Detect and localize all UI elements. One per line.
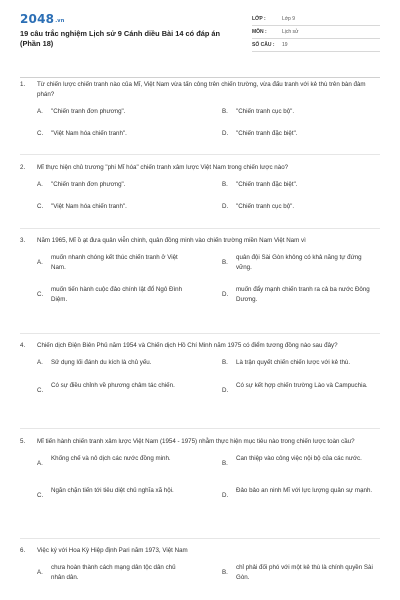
option-d[interactable] (222, 486, 376, 499)
question-number: 4. (20, 342, 26, 349)
question-text: Chiến dịch Điện Biên Phủ năm 1954 và Chiến dịch Hồ Chí Minh năm 1975 có điểm tương đồng nào sau đây? (37, 342, 338, 349)
option-d[interactable] (222, 285, 376, 304)
option-letter: C. (37, 130, 44, 137)
option-d[interactable] (222, 202, 376, 212)
question-separator (20, 333, 380, 334)
option-text: "Chiến tranh đơn phương". (51, 181, 126, 188)
option-text: chỉ phải đối phó với một kẻ thù là chính quyền Sài Gòn. (236, 564, 373, 581)
option-letter: A. (37, 569, 43, 576)
question-number: 5. (20, 438, 26, 445)
question-text: Năm 1965, Mĩ ồ ạt đưa quân viễn chinh, quân đồng minh vào chiến trường miền Nam Việt Nam vì (37, 237, 306, 244)
question-5 (20, 437, 382, 518)
option-a[interactable] (37, 180, 191, 190)
meta-value: Lịch sử (282, 29, 299, 35)
option-letter: A. (37, 181, 43, 188)
option-a[interactable] (37, 107, 191, 117)
option-text: Ngăn chặn tiến tới tiêu diệt chủ nghĩa xã hội. (51, 487, 174, 494)
question-stem (20, 437, 382, 447)
meta-row-grade (252, 13, 380, 26)
option-letter: A. (37, 460, 43, 467)
option-c[interactable] (37, 202, 191, 212)
option-text: Có sự kết hợp chiến trường Lào và Campuchia. (236, 382, 368, 389)
options (37, 253, 382, 313)
option-text: Có sự điều chỉnh về phương châm tác chiến. (51, 382, 175, 389)
page-title: 19 câu trắc nghiệm Lịch sử 9 Cánh diều Bài 14 có đáp án (Phần 18) (20, 29, 221, 48)
question-text: Mĩ tiến hành chiến tranh xâm lược Việt Nam (1954 - 1975) nhằm thực hiện mục tiêu nào trong chiến lược toàn cầu? (37, 438, 355, 445)
meta-label: SỐ CÂU : (252, 42, 275, 48)
option-letter: D. (222, 387, 229, 394)
question-stem (20, 546, 382, 556)
question-text: Việc ký với Hoa Kỳ Hiệp định Pari năm 1973, Việt Nam (37, 547, 188, 554)
header-divider (20, 77, 380, 78)
option-a[interactable] (37, 358, 191, 368)
question-separator (20, 428, 380, 429)
option-text: "Chiến tranh đặc biệt". (236, 181, 298, 188)
question-number: 6. (20, 547, 26, 554)
logo-suffix: .vn (55, 18, 65, 24)
option-letter: B. (222, 460, 228, 467)
meta-label: MÔN : (252, 29, 267, 35)
option-text: Sử dụng lối đánh du kích là chủ yếu. (51, 359, 152, 366)
option-letter: C. (37, 203, 44, 210)
option-text: muốn nhanh chóng kết thúc chiến tranh ở Việt Nam. (51, 254, 178, 271)
option-letter: B. (222, 181, 228, 188)
question-stem (20, 80, 382, 100)
option-text: Đảo bảo an ninh Mĩ với lực lượng quân sự mạnh. (236, 487, 373, 494)
option-text: "Chiến tranh cục bộ". (236, 108, 295, 115)
option-letter: A. (37, 259, 43, 266)
option-b[interactable] (222, 253, 376, 272)
options (37, 563, 382, 593)
question-stem (20, 341, 382, 351)
option-letter: D. (222, 130, 229, 137)
meta-row-subject (252, 26, 380, 39)
options (37, 180, 382, 214)
meta-label: LỚP : (252, 16, 266, 22)
question-stem (20, 236, 382, 246)
option-c[interactable] (37, 285, 191, 304)
option-text: quân đội Sài Gòn không có khả năng tự đứng vững. (236, 254, 362, 271)
question-6 (20, 546, 382, 593)
option-letter: D. (222, 492, 229, 499)
question-separator (20, 154, 380, 155)
option-d[interactable] (222, 129, 376, 139)
option-d[interactable] (222, 381, 376, 394)
option-letter: B. (222, 569, 228, 576)
option-b[interactable] (222, 180, 376, 190)
option-a[interactable] (37, 253, 191, 272)
option-c[interactable] (37, 129, 191, 139)
option-letter: A. (37, 108, 43, 115)
option-b[interactable] (222, 563, 376, 582)
meta-row-count (252, 39, 380, 52)
question-4 (20, 341, 382, 410)
question-stem (20, 163, 382, 173)
option-letter: D. (222, 291, 229, 298)
question-number: 3. (20, 237, 26, 244)
option-letter: B. (222, 359, 228, 366)
meta-box (252, 13, 380, 52)
options (37, 358, 382, 410)
option-text: "Việt Nam hóa chiến tranh". (51, 130, 127, 137)
option-a[interactable] (37, 563, 191, 582)
option-text: "Chiến tranh đơn phương". (51, 108, 126, 115)
option-b[interactable] (222, 107, 376, 117)
question-number: 1. (20, 81, 26, 88)
logo-text: 2048 (20, 12, 55, 26)
option-text: muốn tiến hành cuộc đảo chính lật đổ Ngô Đình Diệm. (51, 286, 183, 303)
option-text: Là trận quyết chiến chiến lược với kẻ thù. (236, 359, 351, 366)
option-letter: B. (222, 108, 228, 115)
option-b[interactable] (222, 358, 400, 368)
option-text: "Việt Nam hóa chiến tranh". (51, 203, 127, 210)
option-letter: D. (222, 203, 229, 210)
option-text: "Chiến tranh cục bộ". (236, 203, 295, 210)
option-b[interactable] (222, 454, 376, 467)
option-letter: A. (37, 359, 43, 366)
option-letter: C. (37, 387, 44, 394)
question-separator (20, 538, 380, 539)
question-2 (20, 163, 382, 214)
question-number: 2. (20, 164, 26, 171)
option-text: chưa hoàn thành cách mạng dân tộc dân chủ nhân dân. (51, 564, 176, 581)
option-text: Khống chế và nô dịch các nước đồng minh. (51, 455, 171, 462)
meta-value: Lớp 9 (282, 16, 296, 22)
options (37, 454, 382, 518)
option-text: muốn đẩy mạnh chiến tranh ra cả ba nước Đông Dương. (236, 286, 370, 303)
question-text: Mĩ thực hiện chủ trương "phi Mĩ hóa" chiến tranh xâm lược Việt Nam trong chiến lược nào? (37, 164, 289, 171)
question-text: Từ chiến lược chiến tranh nào của Mĩ, Việt Nam vừa tấn công trên chiến trường, vừa đấu tranh với kẻ thù trên bàn đàm phán? (37, 81, 366, 98)
option-letter: C. (37, 492, 44, 499)
option-letter: C. (37, 291, 44, 298)
option-text: "Chiến tranh đặc biệt". (236, 130, 298, 137)
question-separator (20, 228, 380, 229)
options (37, 107, 382, 141)
question-1 (20, 80, 382, 141)
option-letter: B. (222, 259, 228, 266)
option-text: Can thiệp vào công việc nội bộ của các nước. (236, 455, 362, 462)
option-a[interactable] (37, 454, 191, 467)
option-c[interactable] (37, 381, 191, 394)
question-3 (20, 236, 382, 313)
option-c[interactable] (37, 486, 191, 499)
meta-value: 19 (282, 42, 288, 48)
